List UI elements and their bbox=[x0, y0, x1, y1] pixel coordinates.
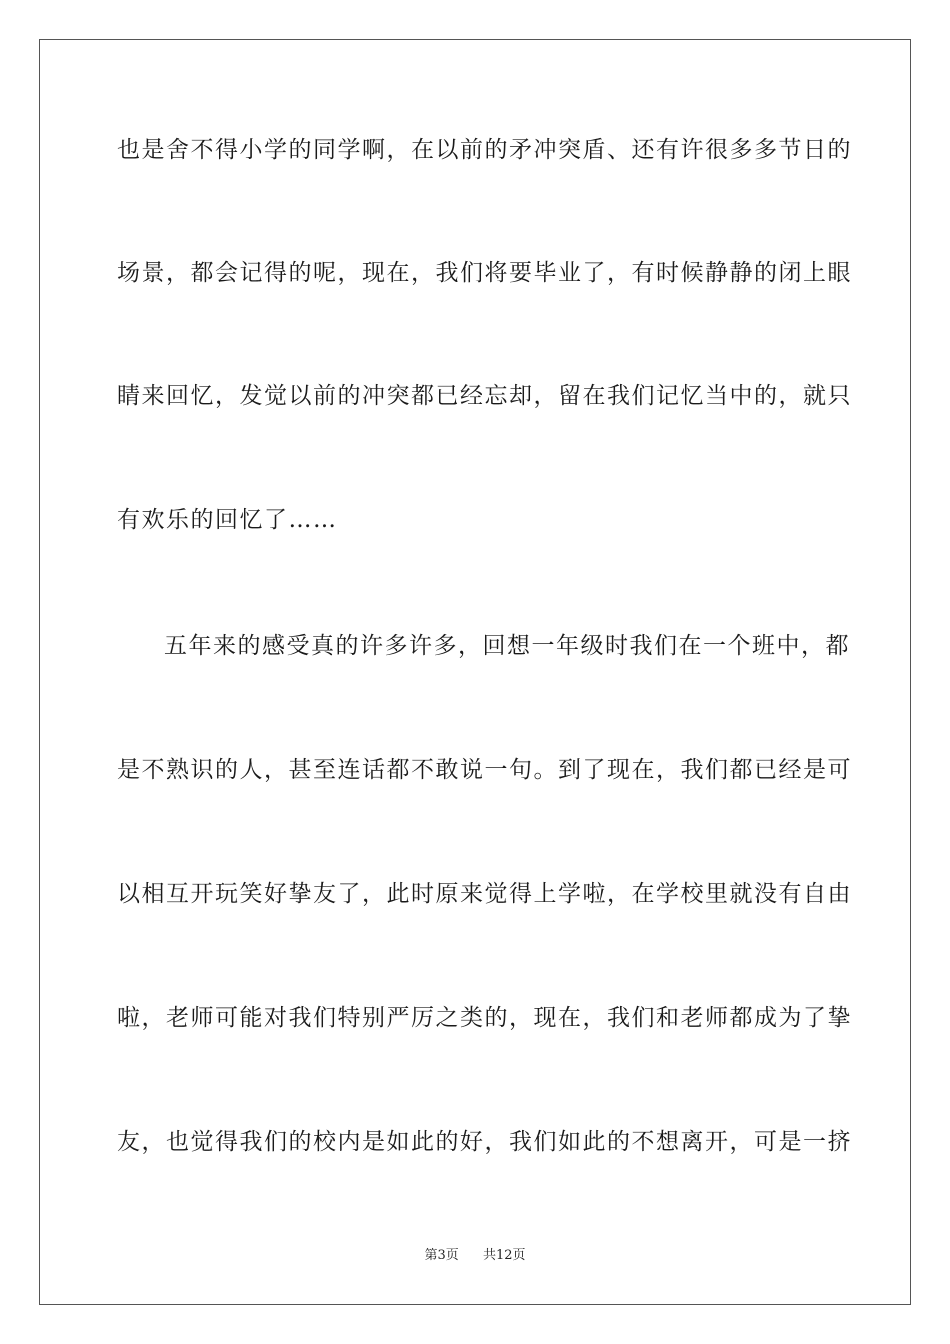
page-footer bbox=[0, 1247, 950, 1265]
body-text-line: 友，也觉得我们的校内是如此的好，我们如此的不想离开，可是一挤 bbox=[117, 1129, 852, 1155]
body-text-line: 以相互开玩笑好挚友了，此时原来觉得上学啦，在学校里就没有自由 bbox=[117, 881, 852, 907]
body-text-line: 睛来回忆，发觉以前的冲突都已经忘却，留在我们记忆当中的，就只 bbox=[117, 383, 852, 409]
page-number: 第3页 bbox=[424, 1248, 459, 1263]
page-frame bbox=[39, 39, 911, 1305]
page-total: 共12页 bbox=[483, 1248, 526, 1263]
paragraph-first-line: 五年来的感受真的许多许多，回想一年级时我们在一个班中，都 bbox=[164, 633, 850, 659]
body-text-line: 也是舍不得小学的同学啊，在以前的矛冲突盾、还有许很多多节日的 bbox=[117, 137, 852, 163]
body-text-line: 是不熟识的人，甚至连话都不敢说一句。到了现在，我们都已经是可 bbox=[117, 757, 852, 783]
body-text-line: 啦，老师可能对我们特别严厉之类的，现在，我们和老师都成为了挚 bbox=[117, 1005, 852, 1031]
body-text-line: 有欢乐的回忆了…… bbox=[117, 507, 338, 533]
body-text-line: 场景，都会记得的呢，现在，我们将要毕业了，有时候静静的闭上眼 bbox=[117, 260, 852, 286]
